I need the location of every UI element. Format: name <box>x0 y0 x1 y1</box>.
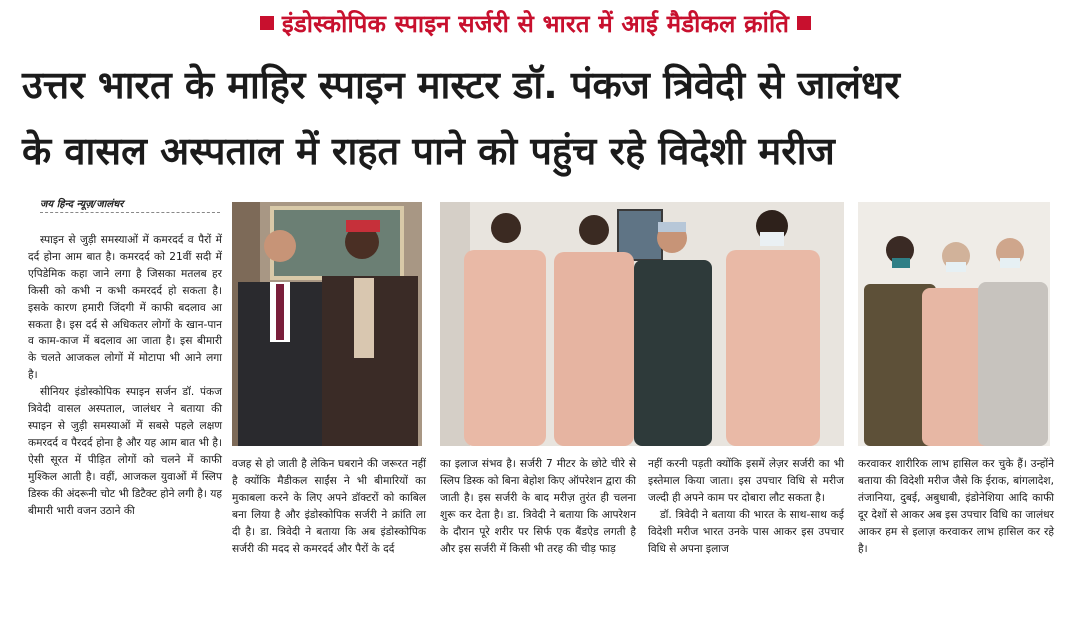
headline-line-2: के वासल अस्पताल में राहत पाने को पहुंच रहे विदेशी मरीज <box>22 129 835 173</box>
article-column-5 <box>858 456 1054 557</box>
paragraph: का इलाज संभव है। सर्जरी 7 मीटर के छोटे चीरे से स्लिप डिस्क को बिना बेहोश किए ऑपरेशन द्वारा की जाती है। इस सर्जरी के बाद मरीज़ तुरंत ही चलना शुरू कर देता है। डा. त्रिवेदी ने बताया कि आपरेशन के दौरान पूरे शरीर पर सिर्फ एक बैंडऐड लगती है और इस सर्जरी में किसी भी तरह की चीड़ फाड़ <box>440 458 636 555</box>
photo-doctor-with-patient <box>232 202 422 446</box>
paragraph: करवाकर शारीरिक लाभ हासिल कर चुके हैं। उन्होंने बताया की विदेशी मरीज जैसे कि ईराक, बांगलादेश, तंजानिया, दुबई, अबुधाबी, इंडोनेशिया आदि काफी दूर देशों से आकर अब इस उपचार विधि का जालंधर आकर हम से इलाज़ करवाकर लाभ हासिल कर रहे है। <box>858 458 1054 555</box>
paragraph: स्पाइन से जुड़ी समस्याओं में कमरदर्द व पैरों में दर्द होना आम बात है। कमरदर्द को 21वीं सदी में एपिडेमिक कहा जाने लगा है जिसका मतलब हर किसी को कभी न कभी कमरदर्द हो सकता है। इसके कारण हमारी जिंदगी में काफी बदलाव आ सकता है। इस दर्द से अधिकतर लोगों के खान-पान व काम-काज में बदलाव आ जाता है। इस बीमारी के चलते आजकल लोगों में मोटापा भी आने लगा है। <box>28 234 222 382</box>
article-column-2 <box>232 456 426 557</box>
kicker-square-left-icon <box>260 16 274 30</box>
headline-line-1: उत्तर भारत के माहिर स्पाइन मास्टर डॉ. पंकज त्रिवेदी से जालंधर <box>22 63 900 107</box>
article-column-3 <box>440 456 636 557</box>
byline: जय हिन्द न्यूज़/जालंधर <box>40 199 124 210</box>
article-column-4 <box>648 456 844 557</box>
paragraph: डॉ. त्रिवेदी ने बताया की भारत के साथ-साथ कई विदेशी मरीज भारत उनके पास आकर इस उपचार विधि से अपना इलाज <box>648 508 844 555</box>
photo-patients-thumbs-up <box>858 202 1050 446</box>
paragraph: सीनियर इंडोस्कोपिक स्पाइन सर्जन डॉ. पंकज त्रिवेदी वासल अस्पताल, जालंधर ने बताया की स्पाइन से जुड़ी समस्याओं में सबसे पहले लक्षण कमरदर्द व पैरदर्द होना है और यह आम बात भी है। ऐसी सूरत में पीड़ित लोगों को चलने में काफी मुश्किल आती है। वहीं, आजकल युवाओं में स्लिप डिस्क की अंदरूनी चोट भी डिटैक्ट होने लगी है। यह बीमारी भारी वजन उठाने की <box>28 386 222 517</box>
photo-patients-with-surgeon <box>440 202 844 446</box>
kicker-square-right-icon <box>797 16 811 30</box>
kicker-text: इंडोस्कोपिक स्पाइन सर्जरी से भारत में आई मैडीकल क्रांति <box>281 9 790 38</box>
paragraph: वजह से हो जाती है लेकिन घबराने की जरूरत नहीं है क्योंकि मैडीकल साईंस ने भी बीमारियों का मुकाबला करने के लिए अपने डॉक्टरों को काबिल बना लिया है और इंडोस्कोपिक सर्जरी ने क्रांति ला दी है। डा. त्रिवेदी ने बताया कि अब इंडोस्कोपिक सर्जरी की मदद से कमरदर्द और पैरों के दर्द <box>232 458 426 555</box>
kicker-strap <box>0 6 1071 40</box>
paragraph: नहीं करनी पड़ती क्योंकि इसमें लेज़र सर्जरी का भी इस्तेमाल किया जाता। इस उपचार विधि से मरीज जल्दी ही अपने काम पर दोबारा लौट सकता है। <box>648 458 844 504</box>
byline-divider <box>40 212 220 213</box>
article-column-1 <box>28 232 222 519</box>
